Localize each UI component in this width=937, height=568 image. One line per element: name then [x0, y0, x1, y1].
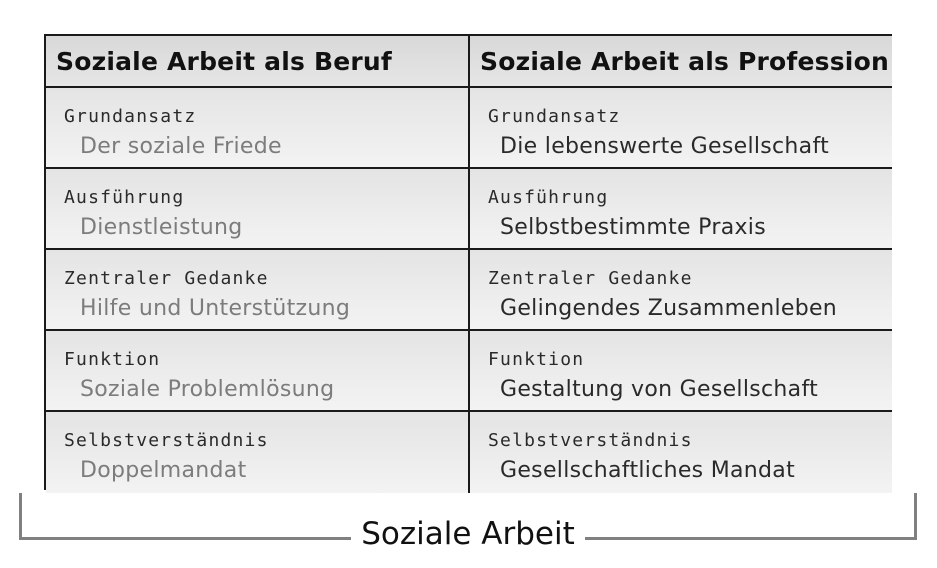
bracket-bottom-left — [19, 537, 351, 540]
row-value-profession: Gestaltung von Gesellschaft — [500, 377, 819, 402]
row-label: Zentraler Gedanke — [488, 268, 693, 289]
row-funktion-right — [470, 331, 892, 412]
row-label: Grundansatz — [64, 106, 197, 127]
header-beruf-text: Soziale Arbeit als Beruf — [56, 46, 392, 76]
row-value-profession: Selbstbestimmte Praxis — [500, 215, 766, 240]
row-value-profession: Gelingendes Zusammenleben — [500, 296, 838, 321]
row-value-profession: Die lebenswerte Gesellschaft — [500, 134, 830, 159]
header-profession-text: Soziale Arbeit als Profession — [480, 46, 889, 76]
row-label: Ausführung — [64, 187, 185, 208]
row-value-beruf: Hilfe und Unterstützung — [80, 296, 351, 321]
row-label: Ausführung — [488, 187, 609, 208]
row-selbstverstaendnis-right — [470, 412, 892, 493]
row-ausfuehrung-right — [470, 169, 892, 250]
row-value-beruf: Dienstleistung — [80, 215, 243, 240]
row-label: Zentraler Gedanke — [64, 268, 269, 289]
row-grundansatz-right — [470, 88, 892, 169]
bracket-right-edge — [914, 493, 917, 540]
footer-label: Soziale Arbeit — [361, 516, 575, 552]
comparison-table — [44, 34, 892, 490]
bracket-left-edge — [19, 493, 22, 540]
header-beruf — [46, 36, 470, 88]
row-label: Grundansatz — [488, 106, 621, 127]
row-label: Funktion — [64, 349, 161, 370]
row-value-profession: Gesellschaftliches Mandat — [500, 458, 796, 483]
row-value-beruf: Soziale Problemlösung — [80, 377, 335, 402]
row-ausfuehrung-left — [46, 169, 470, 250]
header-profession — [470, 36, 892, 88]
row-grundansatz-left — [46, 88, 470, 169]
bracket-bottom-right — [585, 537, 917, 540]
row-label: Funktion — [488, 349, 585, 370]
row-gedanke-left — [46, 250, 470, 331]
row-label: Selbstverständnis — [488, 430, 693, 451]
row-selbstverstaendnis-left — [46, 412, 470, 493]
row-value-beruf: Der soziale Friede — [80, 134, 282, 159]
row-gedanke-right — [470, 250, 892, 331]
row-value-beruf: Doppelmandat — [80, 458, 247, 483]
row-label: Selbstverständnis — [64, 430, 269, 451]
row-funktion-left — [46, 331, 470, 412]
